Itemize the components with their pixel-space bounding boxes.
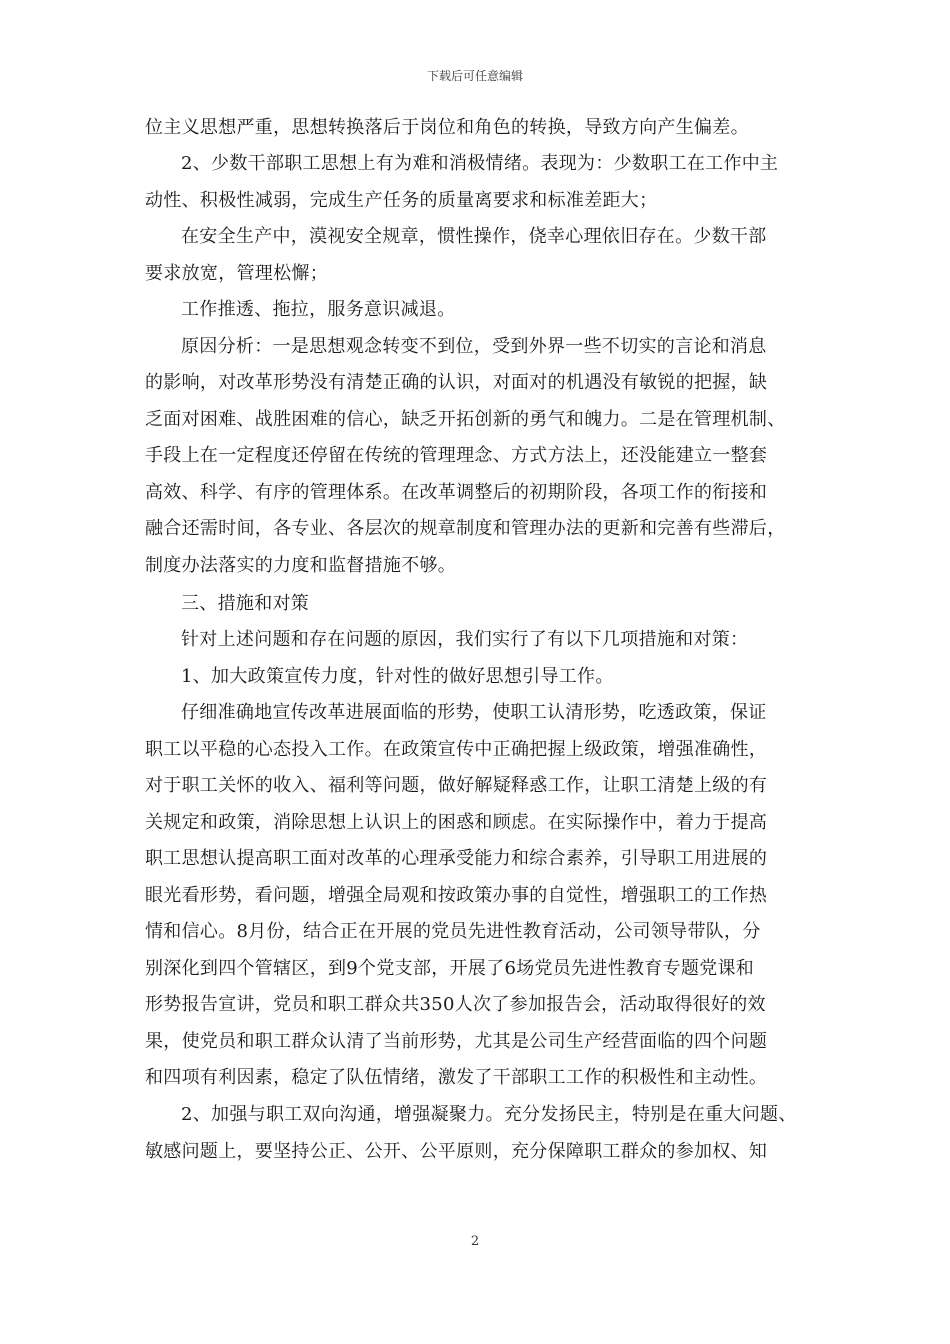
text-line: 位主义思想严重，思想转换落后于岗位和角色的转换，导致方向产生偏差。 [145, 117, 749, 138]
text-line: 职工以平稳的心态投入工作。在政策宣传中正确把握上级政策，增强准确性， [145, 739, 768, 760]
text-line: 2、加强与职工双向沟通，增强凝聚力。充分发扬民主，特别是在重大问题、 [181, 1104, 797, 1125]
text-line: 别深化到四个管辖区，到9个党支部，开展了6场党员先进性教育专题党课和 [145, 958, 755, 979]
text-line: 职工思想认提高职工面对改革的心理承受能力和综合素养，引导职工用进展的 [145, 848, 768, 869]
text-line: 对于职工关怀的收入、福利等问题，做好解疑释惑工作，让职工清楚上级的有 [145, 775, 768, 796]
text-line: 仔细准确地宣传改革进展面临的形势，使职工认清形势，吃透政策，保证 [181, 702, 767, 723]
text-line: 和四项有利因素，稳定了队伍情绪，激发了干部职工工作的积极性和主动性。 [145, 1067, 768, 1088]
text-line: 在安全生产中，漠视安全规章，惯性操作，侥幸心理依旧存在。少数干部 [181, 226, 767, 247]
text-line: 果，使党员和职工群众认清了当前形势，尤其是公司生产经营面临的四个问题 [145, 1031, 768, 1052]
text-line: 制度办法落实的力度和监督措施不够。 [145, 555, 457, 576]
text-line: 的影响，对改革形势没有清楚正确的认识，对面对的机遇没有敏锐的把握，缺 [145, 372, 768, 393]
text-line: 情和信心。8月份，结合正在开展的党员先进性教育活动，公司领导带队，分 [145, 921, 761, 942]
section-heading: 三、措施和对策 [181, 593, 310, 614]
text-line: 手段上在一定程度还停留在传统的管理理念、方式方法上，还没能建立一整套 [145, 445, 768, 466]
text-line: 关规定和政策，消除思想上认识上的困惑和顾虑。在实际操作中，着力于提高 [145, 812, 768, 833]
text-line: 高效、科学、有序的管理体系。在改革调整后的初期阶段，各项工作的衔接和 [145, 482, 768, 503]
text-line: 融合还需时间，各专业、各层次的规章制度和管理办法的更新和完善有些滞后， [145, 518, 786, 539]
text-line: 1、加大政策宣传力度，针对性的做好思想引导工作。 [181, 666, 614, 687]
text-line: 敏感问题上，要坚持公正、公开、公平原则，充分保障职工群众的参加权、知 [145, 1141, 768, 1162]
text-line: 2、少数干部职工思想上有为难和消极情绪。表现为：少数职工在工作中主 [181, 153, 779, 174]
text-line: 乏面对困难、战胜困难的信心，缺乏开拓创新的勇气和魄力。二是在管理机制、 [145, 409, 786, 430]
text-line: 工作推透、拖拉，服务意识减退。 [181, 299, 456, 320]
text-line: 针对上述问题和存在问题的原因，我们实行了有以下几项措施和对策： [181, 629, 749, 650]
text-line: 原因分析：一是思想观念转变不到位，受到外界一些不切实的言论和消息 [181, 336, 767, 357]
header-note: 下载后可任意编辑 [426, 69, 523, 83]
text-line: 动性、积极性减弱，完成生产任务的质量离要求和标准差距大； [145, 190, 658, 211]
text-line: 眼光看形势，看问题，增强全局观和按政策办事的自觉性，增强职工的工作热 [145, 885, 768, 906]
text-line: 要求放宽，管理松懈； [145, 263, 328, 284]
page-number: 2 [470, 1234, 480, 1249]
text-line: 形势报告宣讲，党员和职工群众共350人次了参加报告会，活动取得很好的效 [145, 994, 766, 1015]
